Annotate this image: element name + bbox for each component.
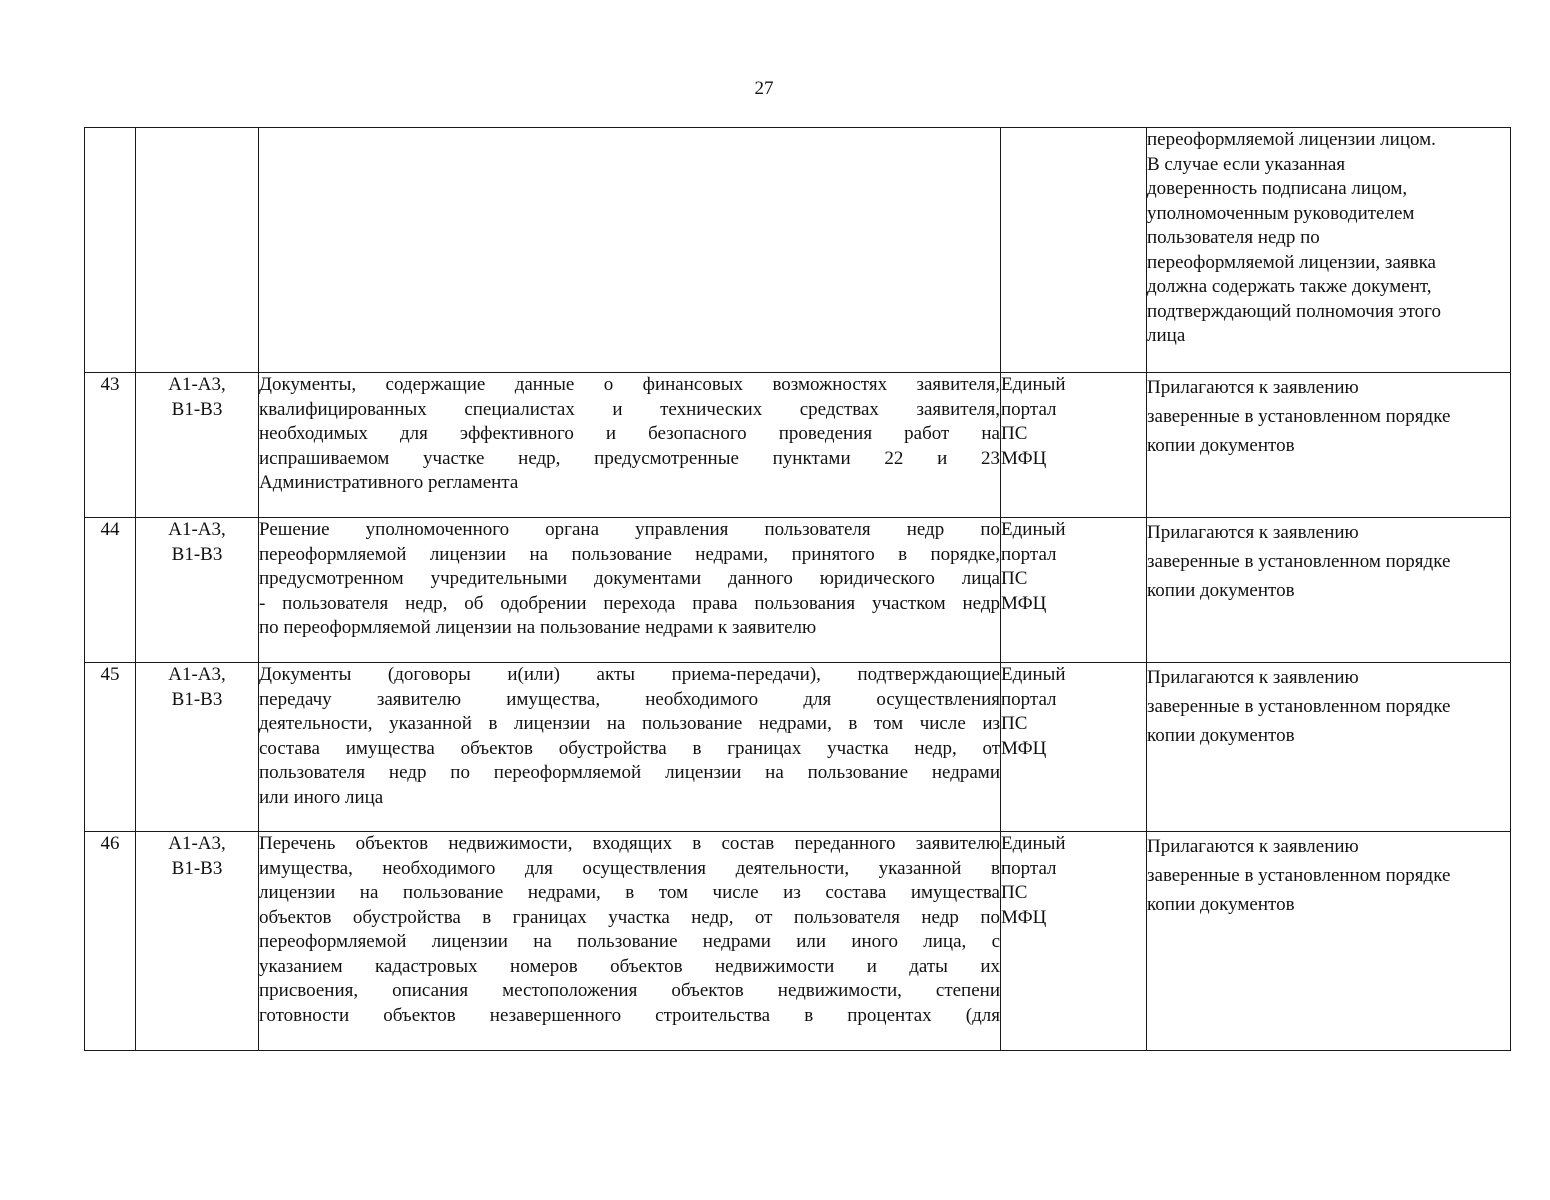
channel-line: ПС [1001,713,1028,734]
description-line: - пользователя недр, об одобрении перехода права пользования участком недр [259,592,1000,614]
note-line: копии документов [1147,580,1295,601]
note-line: пользователя недр по [1147,227,1320,248]
row-number: 43 [85,373,136,518]
description-line: необходимых для эффективного и безопасного проведения работ на [259,423,1000,444]
note-line: копии документов [1147,725,1295,746]
description-line: Документы (договоры и(или) акты приема-передачи), подтверждающие [259,664,1000,685]
note-line: Прилагаются к заявлению [1147,377,1359,398]
code-line: А1-А3, [168,664,226,685]
submission-channels [1001,663,1147,832]
channel-line: портал [1001,543,1057,565]
table-row [85,663,1511,832]
note-line: доверенность подписана лицом, [1147,178,1408,199]
channel-line: Единый [1001,664,1066,685]
note-cell [1147,832,1511,1051]
description-line: испрашиваемом участке недр, предусмотренные пунктами 22 и 23 [259,447,1000,469]
channel-line: ПС [1001,568,1028,589]
note-line: Прилагаются к заявлению [1147,836,1359,857]
description-line: имущества, необходимого для осуществления деятельности, указанной в [259,857,1000,879]
code-line: В1-В3 [171,543,223,565]
description-line: Перечень объектов недвижимости, входящих в состав переданного заявителю [259,833,1000,854]
submission-channels [1001,128,1147,373]
channel-line: Единый [1001,519,1066,540]
channel-line: МФЦ [1001,592,1047,614]
document-description [259,518,1001,663]
description-line: состава имущества объектов обустройства в границах участка недр, от [259,737,1000,759]
code-line: В1-В3 [171,688,223,710]
note-line: переоформляемой лицензии лицом. [1147,129,1436,150]
note-line: копии документов [1147,894,1295,915]
page-number: 27 [754,78,774,99]
note-cell [1147,373,1511,518]
note-line: копии документов [1147,435,1295,456]
channel-line: Единый [1001,374,1066,395]
description-line: или иного лица [259,786,384,808]
note-cell [1147,663,1511,832]
table-row [85,373,1511,518]
channel-line: ПС [1001,423,1028,444]
note-line: заверенные в установленном порядке [1147,865,1451,886]
description-line: переоформляемой лицензии на пользование недрами, принятого в порядке, [259,543,1000,565]
document-description [259,663,1001,832]
document-description [259,128,1001,373]
channel-line: портал [1001,857,1057,879]
document-description [259,832,1001,1051]
description-line: предусмотренном учредительными документами данного юридического лица [259,568,1000,589]
note-line: должна содержать также документ, [1147,276,1432,297]
description-line: Решение уполномоченного органа управления пользователя недр по [259,519,1000,540]
note-line: заверенные в установленном порядке [1147,406,1451,427]
description-line: присвоения, описания местоположения объектов недвижимости, степени [259,980,1000,1001]
note-line: заверенные в установленном порядке [1147,551,1451,572]
description-line: по переоформляемой лицензии на пользование недрами к заявителю [259,617,817,638]
code-line: А1-А3, [168,833,226,854]
description-line: готовности объектов незавершенного строительства в процентах (для [259,1004,1000,1026]
channel-line: портал [1001,688,1057,710]
documents-table [84,127,1511,1051]
description-line: квалифицированных специалистах и технических средствах заявителя, [259,398,1000,420]
table-row [85,518,1511,663]
row-codes [136,518,259,663]
note-line: лица [1147,325,1186,346]
description-line: пользователя недр по переоформляемой лицензии на пользование недрами [259,762,1000,783]
description-line: переоформляемой лицензии на пользование недрами или иного лица, с [259,931,1000,952]
code-line: А1-А3, [168,519,226,540]
note-line: Прилагаются к заявлению [1147,522,1359,543]
row-number: 44 [85,518,136,663]
description-line: передачу заявителю имущества, необходимого для осуществления [259,688,1000,710]
note-line: Прилагаются к заявлению [1147,667,1359,688]
description-line: деятельности, указанной в лицензии на пользование недрами, в том числе из [259,713,1000,734]
channel-line: ПС [1001,882,1028,903]
note-cell [1147,518,1511,663]
note-line: подтверждающий полномочия этого [1147,300,1441,322]
code-line: А1-А3, [168,374,226,395]
document-description [259,373,1001,518]
channel-line: МФЦ [1001,737,1047,759]
submission-channels [1001,832,1147,1051]
channel-line: МФЦ [1001,447,1047,469]
description-line: объектов обустройства в границах участка недр, от пользователя недр по [259,906,1000,928]
submission-channels [1001,373,1147,518]
channel-line: портал [1001,398,1057,420]
description-line: указанием кадастровых номеров объектов недвижимости и даты их [259,955,1000,977]
row-codes [136,128,259,373]
code-line: В1-В3 [171,398,223,420]
row-codes [136,373,259,518]
note-line: уполномоченным руководителем [1147,202,1415,224]
note-cell [1147,128,1511,373]
description-line: лицензии на пользование недрами, в том числе из состава имущества [259,882,1000,903]
description-line: Документы, содержащие данные о финансовых возможностях заявителя, [259,374,1000,395]
table-row [85,128,1511,373]
row-number: 46 [85,832,136,1051]
row-codes [136,832,259,1051]
note-line: заверенные в установленном порядке [1147,696,1451,717]
channel-line: МФЦ [1001,906,1047,928]
description-line: Административного регламента [259,472,519,493]
note-line: В случае если указанная [1147,153,1346,175]
row-number [85,128,136,373]
note-line: переоформляемой лицензии, заявка [1147,251,1436,273]
table-row [85,832,1511,1051]
channel-line: Единый [1001,833,1066,854]
submission-channels [1001,518,1147,663]
code-line: В1-В3 [171,857,223,879]
row-number: 45 [85,663,136,832]
row-codes [136,663,259,832]
